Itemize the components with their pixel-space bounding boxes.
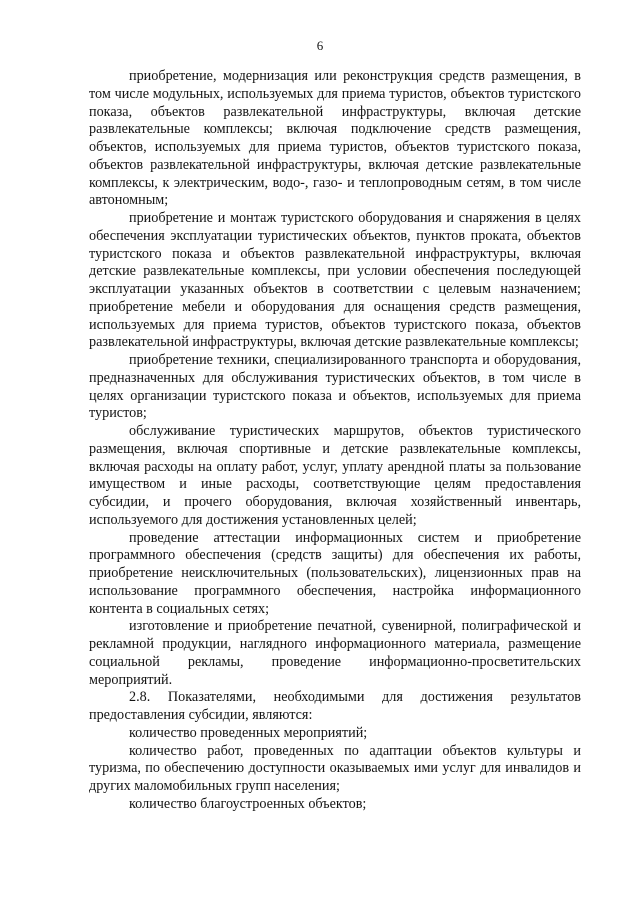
paragraph-special-transport: приобретение техники, специализированного транспорта и оборудования, предназначенных для обслуживания туристических объектов, в том числе в целях организации туристского показа и объектов, используемых для приема туристов; [89, 352, 581, 422]
paragraph-accommodation-modernization: приобретение, модернизация или реконструкция средств размещения, в том числе модульных, используемых для приема туристов, объектов туристского показа, объектов развлекательной инфраструктуры, включая детские развлекательные комплексы; включая подключение средств размещения, объектов, используемых для приема туристов, объектов туристского показа, объектов развлекательной инфраструктуры, включая детские развлекательные комплексы, к электрическим, водо-, газо- и теплопроводным сетям, в том числе автономным; [89, 68, 581, 209]
paragraph-route-maintenance: обслуживание туристических маршрутов, объектов туристического размещения, включая спортивные и детские развлекательные комплексы, включая расходы на оплату работ, услуг, уплату арендной платы за пользование имуществом и иные расходы, соответствующие целям предоставления субсидии, и прочего оборудования, включая хозяйственный инвентарь, используемого для достижения установленных целей; [89, 423, 581, 528]
paragraph-section-2-8: 2.8. Показателями, необходимыми для достижения результатов предоставления субсидии, являются: [89, 689, 581, 723]
list-item-events-count: количество проведенных мероприятий; [129, 724, 368, 741]
paragraph-information-systems: проведение аттестации информационных систем и приобретение программного обеспечения (средств защиты) для обеспечения их работы, приобретение неисключительных (пользовательских), лицензионных прав на использование программного обеспечения, настройка информационного контента в социальных сетях; [89, 529, 581, 617]
body-text [89, 68, 581, 814]
list-item-improved-objects: количество благоустроенных объектов; [129, 795, 367, 812]
list-item-adaptation-works: количество работ, проведенных по адаптации объектов культуры и туризма, по обеспечению доступности оказываемых ими услуг для инвалидов и других маломобильных групп населения; [89, 742, 581, 794]
page-number: 6 [316, 38, 324, 53]
paragraph-tourist-equipment: приобретение и монтаж туристского оборудования и снаряжения в целях обеспечения эксплуатации туристических объектов, пунктов проката, объектов туристского показа и объектов развлекательной инфраструктуры, включая детские развлекательные комплексы, при условии обеспечения последующей эксплуатации указанных объектов в соответствии с целевым назначением; приобретение мебели и оборудования для оснащения средств размещения, используемых для приема туристов, объектов туристского показа, объектов развлекательной инфраструктуры, включая детские развлекательные комплексы; [89, 210, 581, 351]
paragraph-printed-products: изготовление и приобретение печатной, сувенирной, полиграфической и рекламной продукции, наглядного информационного материала, размещение социальной рекламы, проведение информационно-просветительских мероприятий. [89, 618, 581, 688]
